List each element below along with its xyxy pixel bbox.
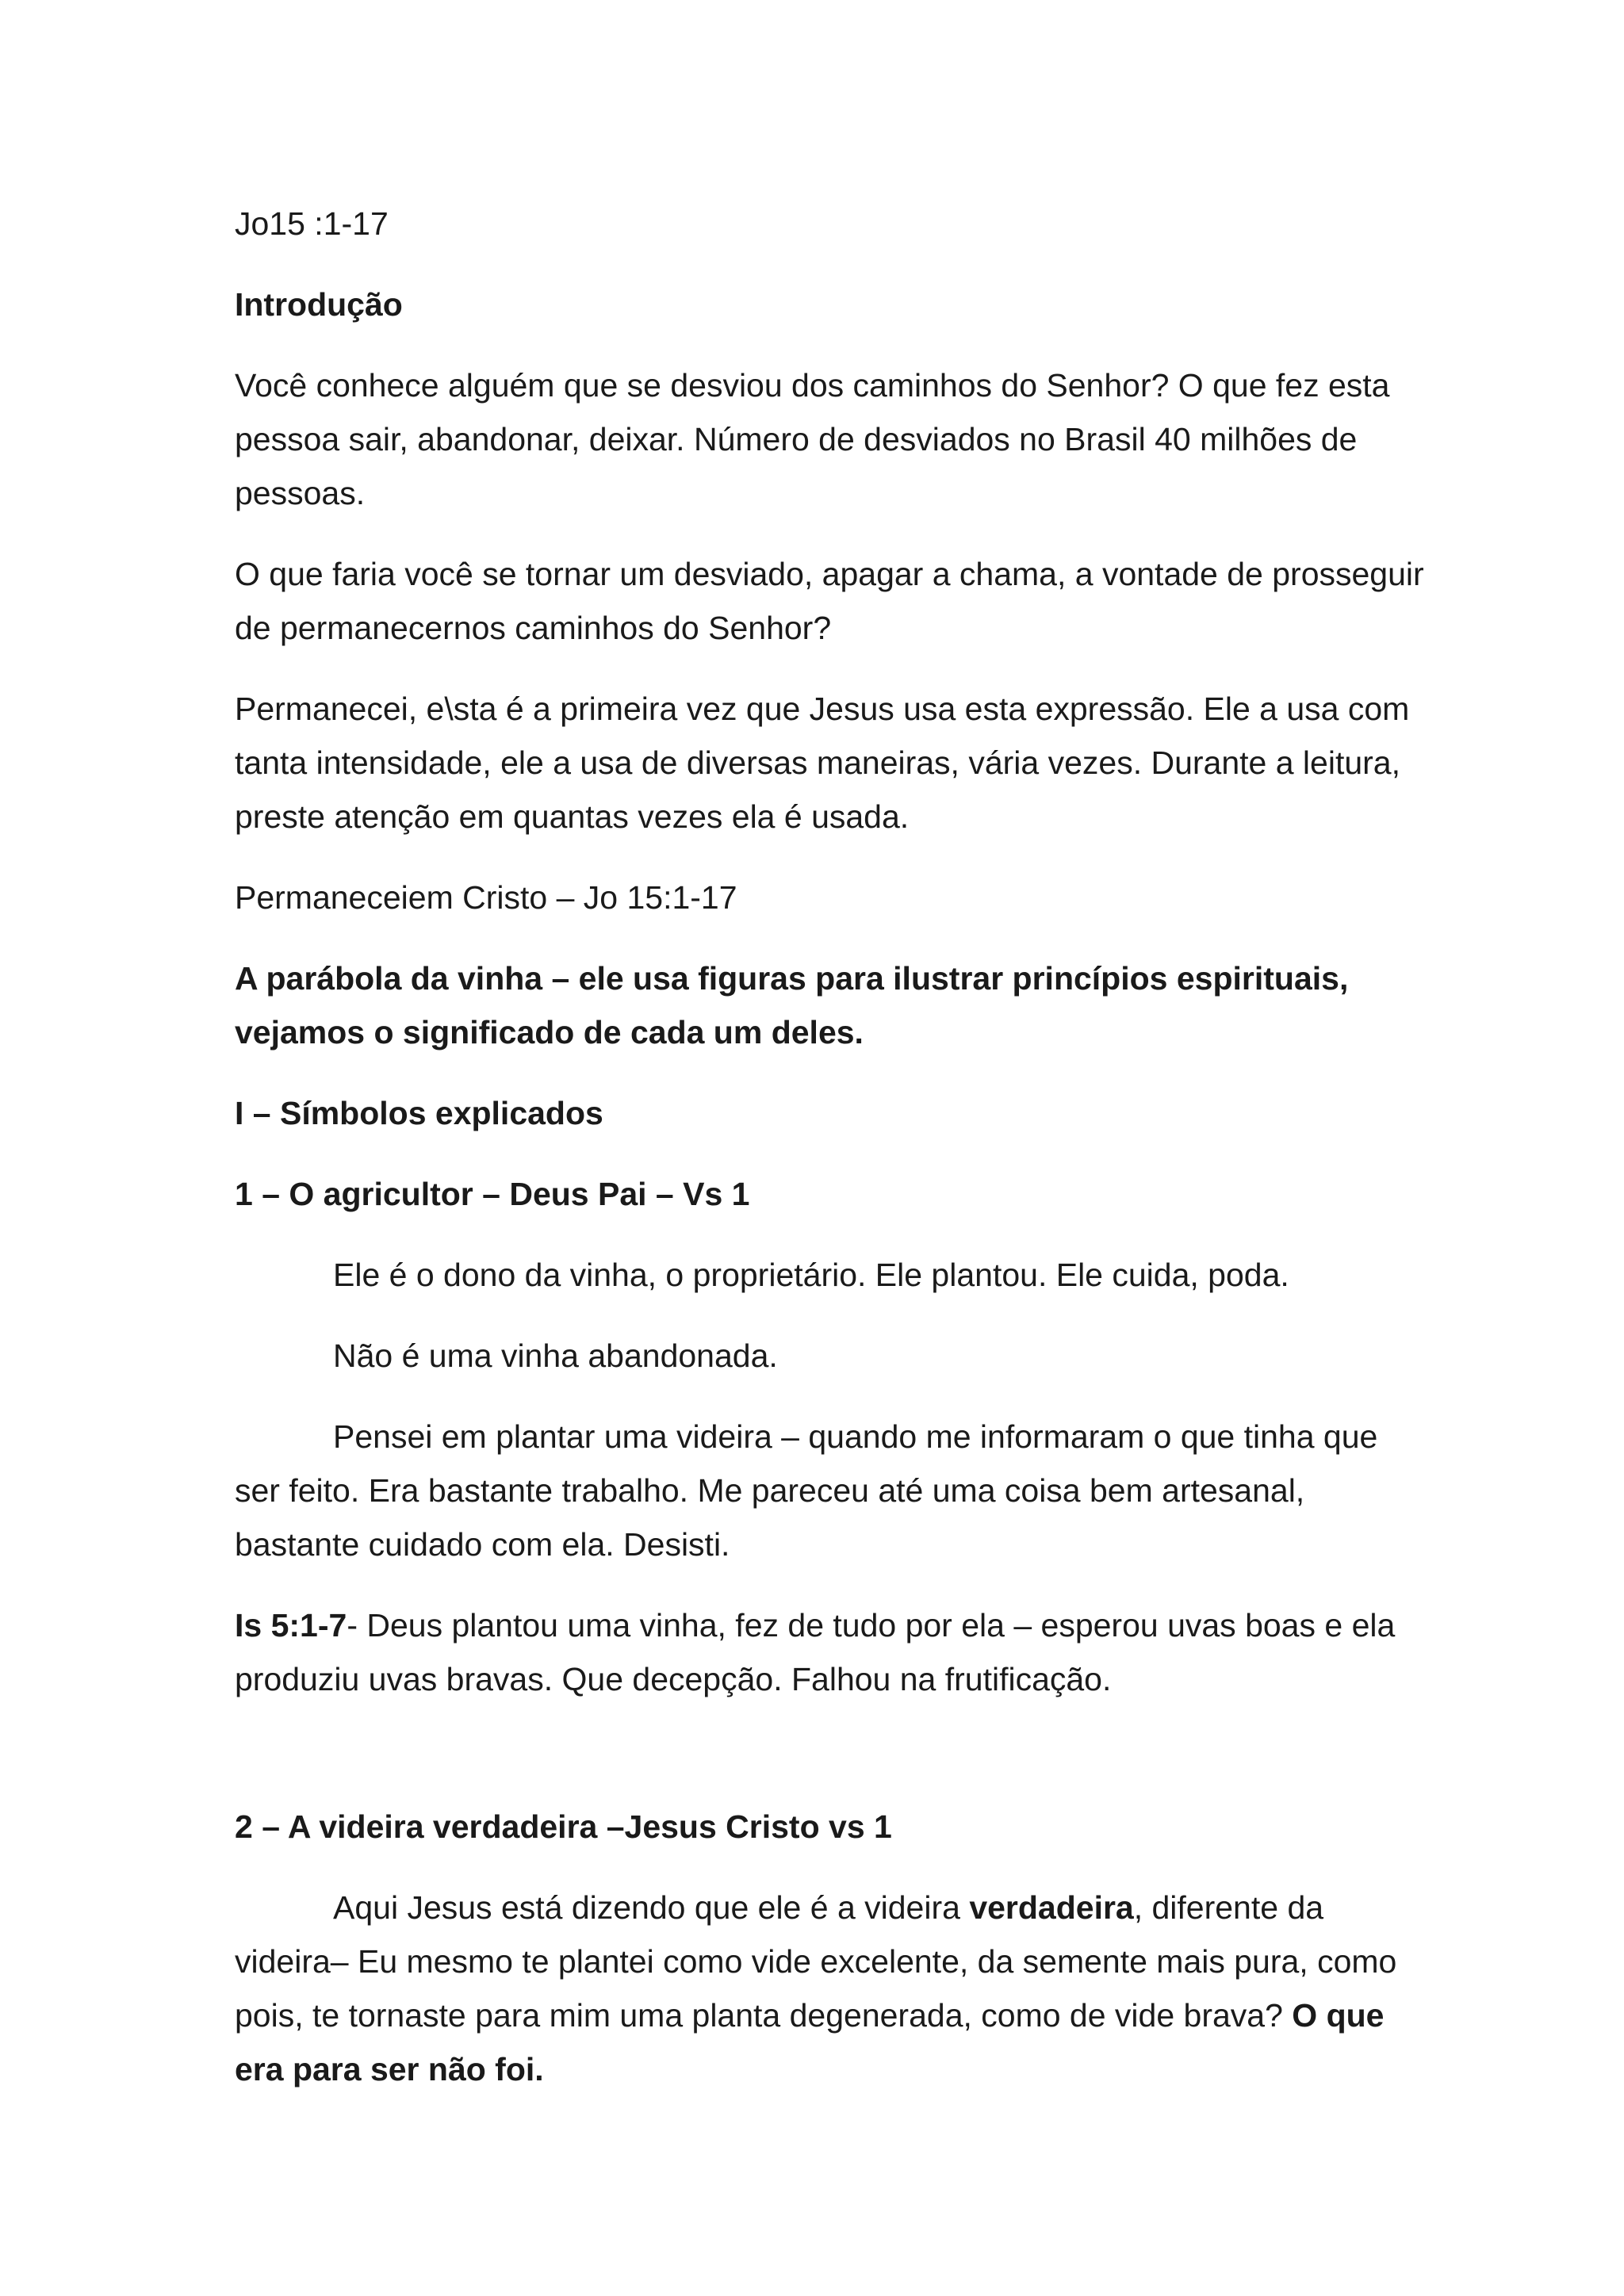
intro-paragraph-4: Permaneceiem Cristo – Jo 15:1-17 [235,879,737,916]
true-vine-text-bold: verdadeira [969,1889,1134,1926]
isaiah-paragraph [235,1598,1424,1706]
parable-heading: A parábola da vinha – ele usa figuras para ilustrar princípios espirituais, vejamos o significado de cada um deles. [235,960,1349,1050]
document-body [235,197,1424,2123]
intro-paragraph-3: Permanecei, e\sta é a primeira vez que Jesus usa esta expressão. Ele a usa com tanta intensidade, ele a usa de diversas maneiras, vária vezes. Durante a leitura, preste atenção em quantas vezes ela é usada. [235,691,1410,835]
true-vine-paragraph [235,1881,1424,2096]
true-vine-text-d: O que era para ser não foi. [235,1997,1385,2087]
true-vine-text-a: Aqui Jesus está dizendo que ele é a videira [333,1889,970,1926]
farmer-paragraph-1: Ele é o dono da vinha, o proprietário. Ele plantou. Ele cuida, poda. [333,1257,1289,1293]
farmer-paragraph-2: Não é uma vinha abandonada. [333,1337,778,1374]
subheading-true-vine: 2 – A videira verdadeira –Jesus Cristo vs 1 [235,1808,892,1845]
intro-paragraph-2: O que faria você se tornar um desviado, apagar a chama, a vontade de prosseguir de permanecernos caminhos do Senhor? [235,556,1424,646]
intro-paragraph-1: Você conhece alguém que se desviou dos caminhos do Senhor? O que fez esta pessoa sair, abandonar, deixar. Número de desviados no Brasil 40 milhões de pessoas. [235,367,1390,511]
isaiah-text: - Deus plantou uma vinha, fez de tudo por ela – esperou uvas boas e ela produziu uvas bravas. Que decepção. Falhou na frutificação. [235,1607,1396,1697]
farmer-paragraph-3: Pensei em plantar uma videira – quando me informaram o que tinha que ser feito. Era bastante trabalho. Me pareceu até uma coisa bem artesanal, bastante cuidado com ela. Desisti. [235,1418,1378,1563]
scripture-reference: Jo15 :1-17 [235,205,389,242]
isaiah-reference: Is 5:1-7 [235,1607,347,1644]
section-heading-symbols: I – Símbolos explicados [235,1095,603,1131]
intro-heading: Introdução [235,286,403,323]
subheading-farmer: 1 – O agricultor – Deus Pai – Vs 1 [235,1176,750,1212]
true-vine-text-c: , diferente da videira– Eu mesmo te plantei como vide excelente, da semente mais pura, como pois, te tornaste para mim uma planta degenerada, como de vide brava? [235,1889,1397,2034]
